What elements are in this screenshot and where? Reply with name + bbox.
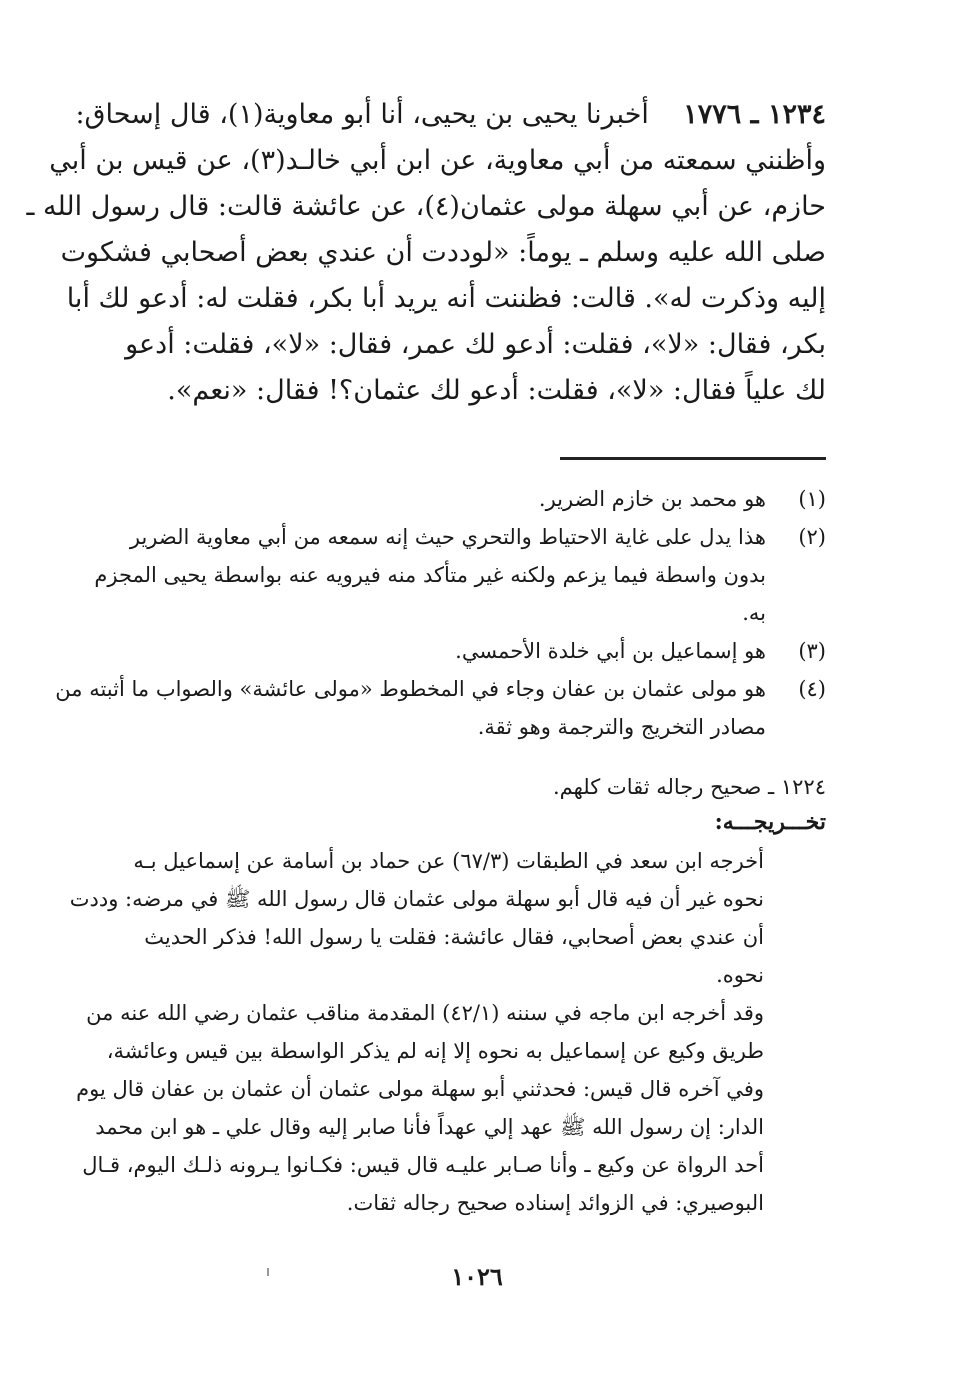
footnotes xyxy=(55,480,826,746)
footnote-1 xyxy=(118,480,826,518)
footnote-line: بدون واسطة فيما يزعم ولكنه غير متأكد منه فيرويه عنه بواسطة يحيى المجزم xyxy=(94,563,766,587)
footnote-2 xyxy=(94,518,826,632)
takhrij-line: طريق وكيع عن إسماعيل به نحوه إلا إنه لم يذكر الواسطة بين قيس وعائشة، xyxy=(106,1039,764,1063)
footnote-number: (٣) xyxy=(798,639,826,663)
takhrij-line: وفي آخره قال قيس: فحدثني أبو سهلة مولى عثمان أن عثمان بن عفان قال يوم xyxy=(76,1077,764,1101)
hadith-number: ١٢٣٤ ـ ١٧٧٦ xyxy=(683,99,826,130)
authenticity-verdict: ١٢٢٤ ـ صحيح رجاله ثقات كلهم. xyxy=(552,775,826,799)
takhrij-line: أخرجه ابن سعد في الطبقات (٦٧/٣) عن حماد بن أسامة عن إسماعيل بـه xyxy=(133,849,764,873)
takhrij-line: أحد الرواة عن وكيع ـ وأنا صـابر عليـه قال قيس: فكـانوا يـرونه ذلـك اليوم، قـال xyxy=(82,1153,764,1177)
takhrij-heading: تخـــريجـــه: xyxy=(714,809,826,835)
footnote-number: (٢) xyxy=(798,525,826,549)
takhrij-line: نحوه. xyxy=(716,963,764,987)
takhrij-line: الدار: إن رسول الله ﷺ عهد إلي عهداً فأنا صابر إليه وقال علي ـ هو ابن محمد xyxy=(95,1115,764,1139)
takhrij-line: وقد أخرجه ابن ماجه في سننه (٤٢/١) المقدمة مناقب عثمان رضي الله عنه من xyxy=(86,1001,764,1025)
hadith-line-text: أخبرنا يحيى بن يحيى، أنا أبو معاوية(١)، قال إسحاق: xyxy=(75,99,649,130)
hadith-line-6: بكر، فقال: «لا»، فقلت: أدعو لك عمر، فقال: «لا»، فقلت: أدعو xyxy=(125,329,826,360)
hadith-line-2: وأظنني سمعته من أبي معاوية، عن ابن أبي خالـد(٣)، عن قيس بن أبي xyxy=(49,145,826,176)
footnote-line: مصادر التخريج والترجمة وهو ثقة. xyxy=(477,715,766,739)
takhrij-text xyxy=(69,842,764,1222)
hadith-line-3: حازم، عن أبي سهلة مولى عثمان(٤)، عن عائشة قالت: قال رسول الله ـ xyxy=(26,191,826,222)
footnote-3 xyxy=(118,632,826,670)
footnote-line: هو إسماعيل بن أبي خلدة الأحمسي. xyxy=(455,639,766,663)
takhrij-line: أن عندي بعض أصحابي، فقال عائشة: فقلت يا رسول الله! فذكر الحديث xyxy=(144,925,764,949)
footnote-number: (١) xyxy=(798,487,826,511)
footnote-body xyxy=(55,670,766,746)
footnote-4 xyxy=(55,670,826,746)
hadith-line-4: صلى الله عليه وسلم ـ يوماً: «لوددت أن عندي بعض أصحابي فشكوت xyxy=(60,237,826,268)
hadith-text xyxy=(26,92,826,414)
footnote-number: (٤) xyxy=(798,677,826,701)
footnote-divider xyxy=(560,457,826,460)
footnote-line: هو محمد بن خازم الضرير. xyxy=(538,487,766,511)
footnote-body xyxy=(94,518,766,632)
footnote-body xyxy=(118,480,766,518)
page-number: ١٠٢٦ xyxy=(451,1262,503,1291)
footnote-line: هو مولى عثمان بن عفان وجاء في المخطوط «مولى عائشة» والصواب ما أثبته من xyxy=(55,677,766,701)
hadith-line-5: إليه وذكرت له». قالت: فظننت أنه يريد أبا بكر، فقلت له: أدعو لك أبا xyxy=(66,283,826,314)
takhrij-line: البوصيري: في الزوائد إسناده صحيح رجاله ثقات. xyxy=(346,1191,764,1215)
hadith-line-7: لك علياً فقال: «لا»، فقلت: أدعو لك عثمان؟! فقال: «نعم». xyxy=(167,375,826,406)
footnote-line: هذا يدل على غاية الاحتياط والتحري حيث إنه سمعه من أبي معاوية الضرير xyxy=(129,525,766,549)
takhrij-line: نحوه غير أن فيه قال أبو سهلة مولى عثمان قال رسول الله ﷺ في مرضه: وددت xyxy=(69,887,764,911)
footnote-line: به. xyxy=(742,601,766,625)
hadith-line-1 xyxy=(75,92,826,138)
footnote-body xyxy=(118,632,766,670)
